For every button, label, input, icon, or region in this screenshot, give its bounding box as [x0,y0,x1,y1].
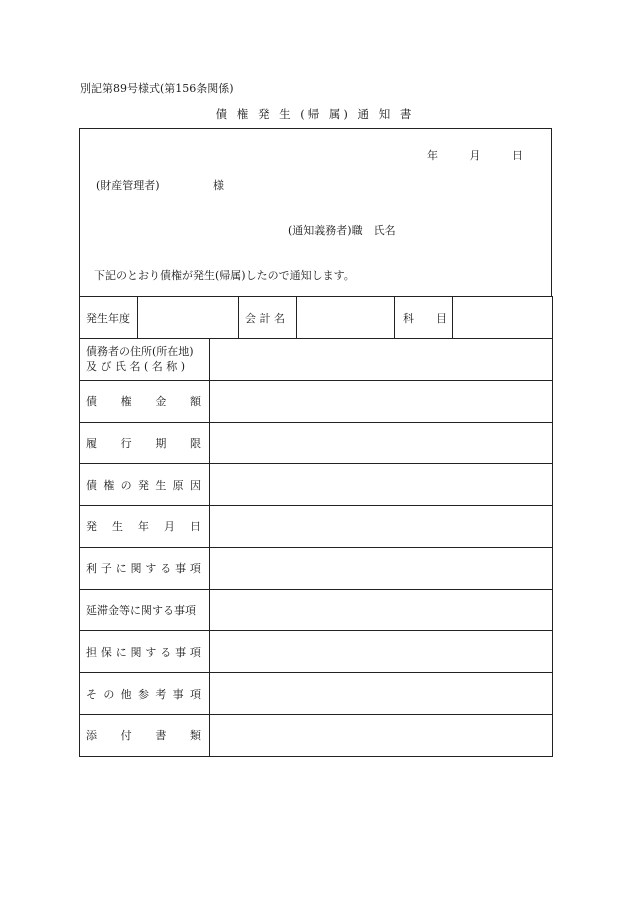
label-char: 金 [155,395,167,409]
addressee-honorific: 様 [213,179,224,192]
label-char: る [160,645,172,659]
table-row [80,631,553,673]
label-char: の [120,478,132,492]
date-line [407,147,523,163]
fiscal-year-label: 発生年度 [80,297,138,339]
table-row [80,673,553,715]
label-char: 債 [86,395,97,409]
label-char: 参 [137,687,149,701]
label-char: 類 [189,729,201,743]
label-char: 権 [103,478,115,492]
label-char: に [115,645,127,659]
due-date-label [80,422,210,464]
late-fee-field[interactable] [210,589,553,631]
label-char: 事 [175,562,187,576]
due-date-field[interactable] [210,422,553,464]
table-row [80,547,553,589]
amount-field[interactable] [210,380,553,422]
date-month-label: 月 [469,149,481,162]
label-char: 他 [120,687,132,701]
label-char: 項 [189,562,201,576]
label-char: す [145,562,157,576]
amount-label [80,380,210,422]
label-char: 項 [189,687,201,701]
label-char: 行 [120,436,132,450]
late-fee-label-text: 延滞金等に関する事項 [86,604,196,618]
occurrence-date-field[interactable] [210,506,553,548]
account-name-field[interactable] [297,297,395,339]
label-char: 日 [190,520,201,534]
label-char: そ [86,687,97,701]
date-day-label: 日 [512,149,523,162]
occurrence-date-label [80,506,210,548]
label-char: 限 [189,436,201,450]
date-year-label: 年 [427,149,438,162]
form-reference: 別記第89号様式(第156条関係) [80,82,234,95]
table-row [80,422,553,464]
label-char: 発 [86,520,97,534]
collateral-field[interactable] [210,631,553,673]
label-char: 関 [130,562,142,576]
debtor-label [80,339,210,381]
debtor-label-line1: 債務者の住所(所在地) [86,345,194,359]
notice-header-box [79,128,552,297]
subject-label: 科 目 [395,297,453,339]
label-char: 生 [112,520,123,534]
label-char: 利 [86,562,97,576]
label-char: 事 [172,687,184,701]
label-char: に [115,562,127,576]
account-name-label: 会 計 名 [239,297,297,339]
notice-table [79,296,553,757]
label-char: 書 [155,729,167,743]
label-char: 債 [86,478,97,492]
label-char: 考 [155,687,167,701]
label-char: 生 [155,478,167,492]
cause-label [80,464,210,506]
label-char: 履 [86,436,97,450]
label-char: 発 [137,478,149,492]
table-row [80,714,553,756]
addressee-role: (財産管理者) [96,179,160,192]
label-char: 保 [100,645,112,659]
table-row [80,464,553,506]
attachments-label [80,714,210,756]
notice-text: 下記のとおり債権が発生(帰属)したので通知します。 [94,269,355,282]
other-notes-field[interactable] [210,673,553,715]
debtor-row [80,339,553,381]
late-fee-label [80,589,210,631]
attachments-field[interactable] [210,714,553,756]
label-char: す [145,645,157,659]
table-row [80,506,553,548]
notifier-line: (通知義務者)職 氏名 [288,224,396,237]
interest-label [80,547,210,589]
debtor-label-line2: 及 び 氏 名 ( 名 称 ) [86,360,186,374]
collateral-label [80,631,210,673]
other-notes-label [80,673,210,715]
fiscal-year-field[interactable] [138,297,239,339]
label-char: る [160,562,172,576]
label-char: 担 [86,645,97,659]
cause-field[interactable] [210,464,553,506]
interest-field[interactable] [210,547,553,589]
table-row [80,589,553,631]
label-char: 子 [100,562,112,576]
label-char: の [103,687,115,701]
document-title: 債 権 発 生 (帰 属) 通 知 書 [215,107,415,121]
label-char: 月 [164,520,175,534]
label-char: 額 [189,395,201,409]
label-char: 因 [189,478,201,492]
label-char: 年 [138,520,149,534]
label-char: 関 [130,645,142,659]
label-char: 事 [175,645,187,659]
debtor-field[interactable] [210,339,553,381]
label-char: 項 [189,645,201,659]
label-char: 期 [155,436,167,450]
table-row [80,380,553,422]
summary-row [80,297,553,339]
label-char: 権 [120,395,132,409]
subject-field[interactable] [453,297,553,339]
label-char: 付 [120,729,132,743]
label-char: 添 [86,729,97,743]
label-char: 原 [172,478,184,492]
